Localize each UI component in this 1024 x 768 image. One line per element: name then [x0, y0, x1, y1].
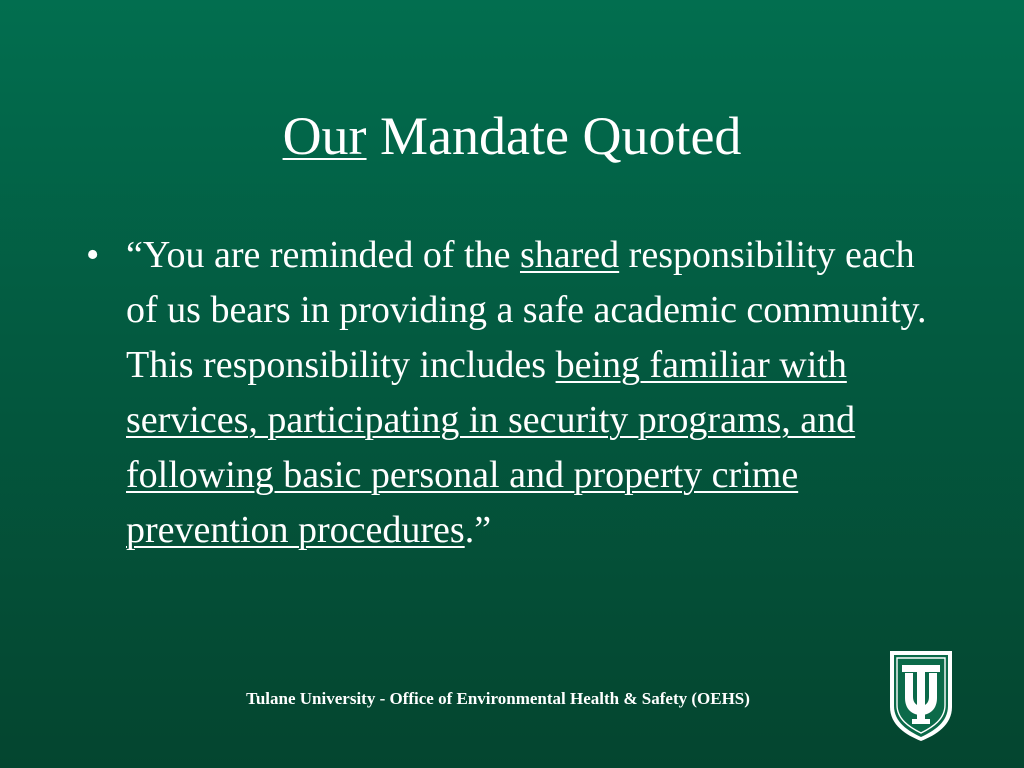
slide-body	[86, 228, 946, 558]
title-rest: Mandate Quoted	[366, 106, 742, 166]
footer-text: Tulane University - Office of Environmental Health & Safety (OEHS)	[246, 689, 750, 708]
title-underlined-word: Our	[282, 106, 367, 166]
quote-underlined-responsibilities: being familiar with services, participating in security programs, and following basic personal and property crime prevention procedures	[126, 344, 856, 551]
quote-part-1: “You are reminded of the	[126, 234, 520, 276]
bullet-item	[86, 228, 946, 558]
quote-part-5: .”	[464, 509, 492, 551]
tulane-shield-logo-icon	[888, 649, 954, 743]
bullet-text	[126, 228, 946, 558]
slide-title	[0, 104, 1024, 168]
bullet-symbol: •	[86, 234, 100, 276]
quote-underlined-shared: shared	[519, 234, 620, 276]
quote-part-3: responsibility each of us bears in providing a safe academic community. This responsibility includes	[126, 234, 927, 386]
